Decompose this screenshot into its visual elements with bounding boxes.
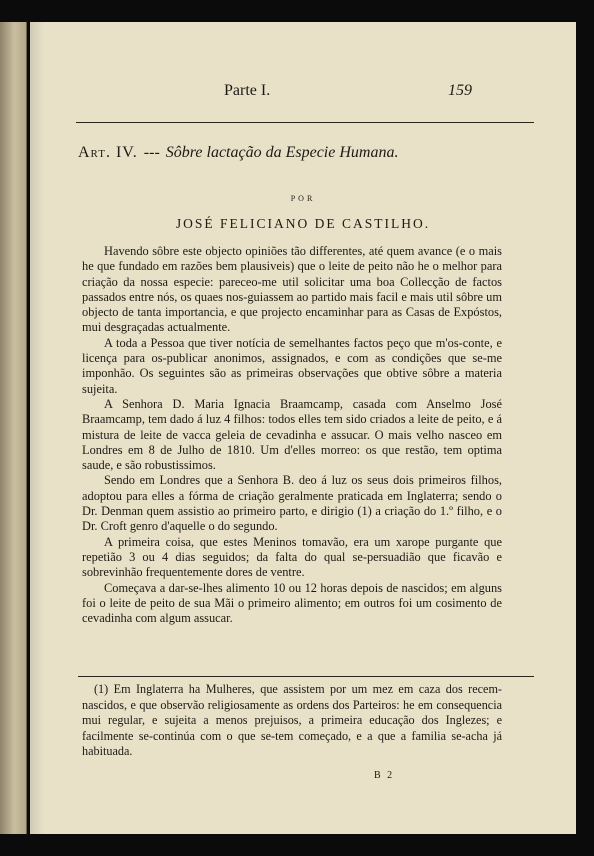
footnote-rule: [78, 676, 534, 677]
facing-page-edge: [0, 22, 27, 834]
page-number: 159: [448, 82, 472, 99]
paragraph: Começava a dar-se-lhes alimento 10 ou 12 horas depois de nascidos; em alguns foi o leite de peito de sua Mãi o primeiro alimento; em outros foi um cosimento de cevadinha com algum assucar.: [82, 580, 502, 626]
signature-mark: B 2: [374, 770, 395, 781]
running-header: [30, 82, 576, 106]
paragraph: A primeira coisa, que estes Meninos tomavão, era um xarope purgante que repetião 3 ou 4 dias seguidos; da falta do qual se-persuadião que ficavão e sobrevinhão frequentemente dores de ventre.: [82, 534, 502, 580]
article-dash: ---: [143, 144, 160, 161]
paragraph: Havendo sôbre este objecto opiniões tão differentes, até quem avance (e o mais he que fundado em razões bem plausiveis) que o leite de peito não he o melhor para criação da nossa especie: pareceo-me util solicitar uma boa Collecção de factos passados entre nós, os quaes nos-guiassem ao partido mais facil e mais util sôbre um objecto de tanta importancia, e que projecto encaminhar para as Casas de Expóstos, mui desgraçadas actualmente.: [82, 244, 502, 335]
article-title: [78, 144, 398, 162]
footnote: (1) Em Inglaterra ha Mulheres, que assistem por um mez em caza dos recem-nascidos, e que observão religiosamente as ordens dos Parteiros: he em consequencia mui regular, e sujeita a menos prejuisos, a primeira educação dos Inglezes; e facilmente se-continúa com o que se-tem começado, e a que a familia se-acha já habituada.: [82, 682, 502, 759]
paragraph: A toda a Pessoa que tiver notícia de semelhantes factos peço que m'os-conte, e licença para os-publicar anonimos, assignados, e com as condições que se-me imponhão. Os seguintes são as primeiras observações que obtive sôbre a materia sujeita.: [82, 335, 502, 396]
byline-author: JOSÉ FELICIANO DE CASTILHO.: [175, 216, 431, 231]
article-subject: Sôbre lactação da Especie Humana.: [165, 144, 399, 161]
paragraph: Sendo em Londres que a Senhora B. deo á luz os seus dois primeiros filhos, adoptou para elles a fórma de criação geralmente praticada em Inglaterra; sendo o Dr. Denman quem assistio ao primeiro parto, e dirigio (1) a criação do 1.º filho, e o Dr. Croft genro d'aquelle o do segundo.: [82, 473, 502, 534]
book-page: [30, 22, 576, 834]
paragraph: A Senhora D. Maria Ignacia Braamcamp, casada com Anselmo José Braamcamp, tem dado á luz 4 filhos: todos elles tem sido criados a leite de peito, e á mistura de leite de vacca geleia de cevadinha e assucar. O mais velho nasceo em Londres em 8 de Julho de 1810. Um d'elles morreo: os que restão, tem optima saude, e são robustissimos.: [82, 396, 502, 473]
running-title: Parte I.: [224, 82, 271, 99]
byline-por: POR: [290, 194, 316, 203]
article-body: [82, 244, 502, 626]
article-number: Art. IV.: [78, 144, 138, 161]
header-rule: [76, 122, 534, 123]
